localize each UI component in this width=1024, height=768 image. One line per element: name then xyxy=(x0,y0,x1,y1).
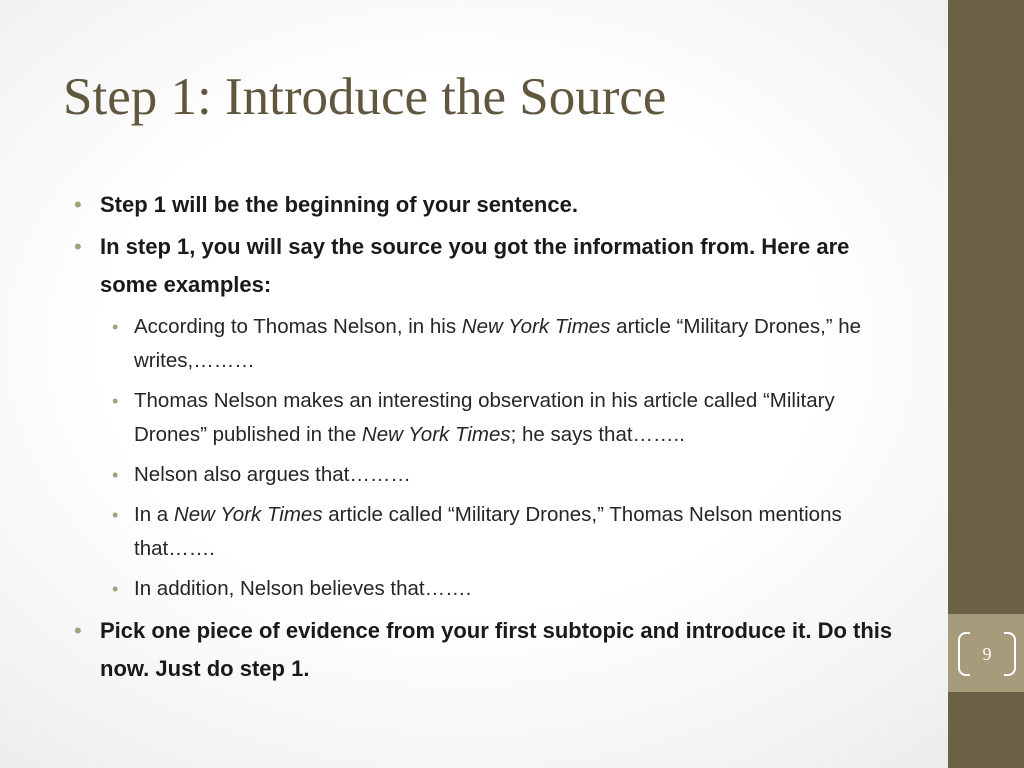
example-text: Thomas Nelson makes an interesting observation in his article called “Military Drones” published in the xyxy=(134,389,835,446)
example-text: article called “Military Drones,” Thomas Nelson mentions that……. xyxy=(134,503,842,560)
example-text: Nelson also argues that……… xyxy=(134,463,411,486)
example-text: In addition, Nelson believes that……. xyxy=(134,577,472,600)
example-text: According to Thomas Nelson, in his xyxy=(134,315,462,338)
example-item xyxy=(134,310,900,378)
publication-name: New York Times xyxy=(461,315,611,338)
example-text: In a xyxy=(134,503,174,526)
example-list xyxy=(134,310,900,606)
bullet-item xyxy=(100,186,900,224)
bullet-item xyxy=(100,228,900,606)
bullet-text: • Step 1 will be the beginning of your sentence. xyxy=(100,192,578,217)
publication-name: New York Times xyxy=(361,423,511,446)
page-number: 9 xyxy=(982,644,992,664)
example-item xyxy=(134,572,900,606)
example-item xyxy=(134,384,900,452)
bullet-text: • In step 1, you will say the source you got the information from. Here are some examples: xyxy=(100,234,850,297)
example-text: ; he says that…….. xyxy=(510,423,685,446)
example-item xyxy=(134,458,900,492)
bullet-list xyxy=(100,186,900,692)
bullet-text: • Pick one piece of evidence from your first subtopic and introduce it. Do this now. Just do step 1. xyxy=(100,618,893,681)
slide-title: Step 1: Introduce the Source xyxy=(63,68,667,126)
publication-name: New York Times xyxy=(173,503,323,526)
bullet-item xyxy=(100,612,900,688)
example-text: article “Military Drones,” he writes,……… xyxy=(134,315,862,372)
example-item xyxy=(134,498,900,566)
